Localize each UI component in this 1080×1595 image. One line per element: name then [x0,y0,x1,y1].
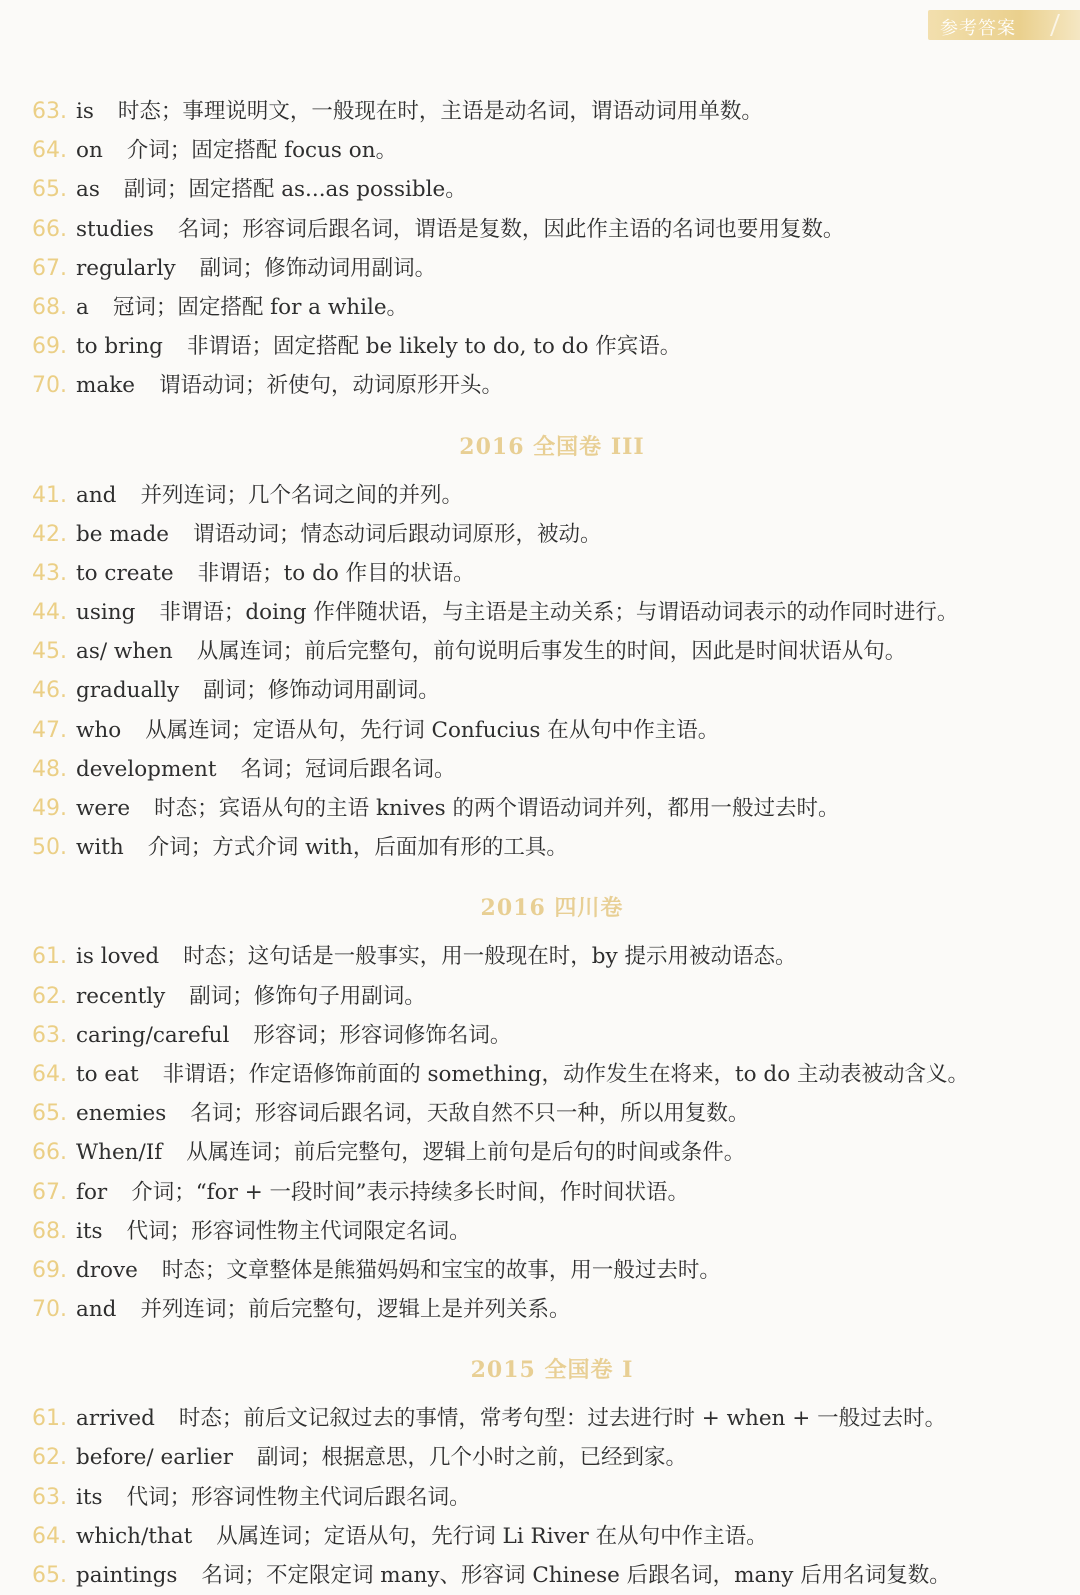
answer-text: When/If [76,1140,163,1166]
explanation-text: 从属连词；定语从句，先行词 Li River 在从句中作主语。 [216,1523,768,1549]
answer-text: on [76,138,103,164]
question-number: 62. [32,1445,67,1471]
question-number: 64. [32,1523,67,1549]
explanation-text: 副词；固定搭配 as...as possible。 [123,177,467,203]
question-number: 50. [32,835,67,861]
answer-text: make [76,373,135,399]
question-number: 45. [32,639,67,665]
answer-text: is [76,99,94,124]
question-number: 69. [32,334,67,360]
answer-row [32,977,1072,1016]
question-number: 43. [32,560,67,586]
answer-text: recently [76,983,166,1009]
answer-text: enemies [76,1101,167,1127]
answer-row [32,789,1072,828]
explanation-text: 形容词；形容词修饰名词。 [253,1022,512,1048]
answer-row [32,1438,1072,1477]
explanation-text: 从属连词；前后完整句，前句说明后事发生的时间，因此是时间状语从句。 [196,639,907,665]
explanation-text: 名词；冠词后跟名词。 [240,756,456,782]
answer-row [32,1094,1072,1133]
explanation-text: 介词；“for + 一段时间”表示持续多长时间，作时间状语。 [131,1179,690,1205]
answer-text: caring/careful [76,1022,230,1048]
question-number: 69. [32,1257,67,1283]
answer-row [32,170,1072,209]
explanation-text: 非谓语；to do 作目的状语。 [197,560,475,586]
explanation-text: 时态；宾语从句的主语 knives 的两个谓语动词并列，都用一般过去时。 [154,796,840,821]
explanation-text: 从属连词；定语从句，先行词 Confucius 在从句中作主语。 [145,717,720,743]
explanation-text: 副词；根据意思，几个小时之前，已经到家。 [257,1445,688,1471]
answer-text: with [76,835,124,861]
question-number: 61. [32,944,67,970]
explanation-text: 时态；这句话是一般事实，用一般现在时，by 提示用被动语态。 [183,944,797,970]
explanation-text: 并列连词；几个名词之间的并列。 [140,482,463,508]
question-number: 70. [32,1297,67,1323]
answer-row [32,593,1072,632]
question-number: 63. [32,1022,67,1048]
answer-row [32,1251,1072,1290]
question-number: 67. [32,1179,67,1205]
answer-key-label: 参考答案 [940,18,1016,39]
explanation-text: 副词；修饰动词用副词。 [203,678,440,704]
answer-row [32,210,1072,249]
answer-text: to eat [76,1061,139,1087]
explanation-text: 时态；事理说明文，一般现在时，主语是动名词，谓语动词用单数。 [117,99,763,124]
question-number: 44. [32,600,67,626]
answer-text: using [76,600,136,626]
answer-row [32,1517,1072,1556]
explanation-text: 名词；形容词后跟名词，谓语是复数，因此作主语的名词也要用复数。 [177,216,845,242]
answer-row [32,1290,1072,1329]
answer-row [32,1133,1072,1172]
question-number: 41. [32,482,67,508]
answer-row [32,327,1072,366]
question-number: 63. [32,99,67,124]
answer-row [32,249,1072,288]
answer-text: regularly [76,255,176,281]
answer-text: which/that [76,1523,193,1549]
section-title: 2016 全国卷 III [459,433,645,460]
explanation-text: 代词；形容词性物主代词限定名词。 [126,1218,471,1244]
explanation-text: 冠词；固定搭配 for a while。 [112,294,409,320]
answer-row [32,632,1072,671]
question-number: 65. [32,1563,67,1588]
question-number: 61. [32,1406,67,1432]
answer-text: before/ earlier [76,1445,234,1471]
explanation-text: 介词；固定搭配 focus on。 [126,138,398,164]
answer-row [32,366,1072,405]
answer-row [32,131,1072,170]
question-number: 70. [32,373,67,399]
answer-text: is loved [76,944,160,970]
question-number: 68. [32,1218,67,1244]
question-number: 66. [32,216,67,242]
explanation-text: 介词；方式介词 with，后面加有形的工具。 [147,835,568,861]
question-number: 42. [32,521,67,547]
explanation-text: 谓语动词；祈使句，动词原形开头。 [158,373,503,399]
explanation-text: 名词；形容词后跟名词，天敌自然不只一种，所以用复数。 [190,1101,750,1127]
answer-row [32,1016,1072,1055]
answer-row [32,1556,1072,1595]
question-number: 67. [32,255,67,281]
question-number: 64. [32,138,67,164]
question-number: 47. [32,717,67,743]
answer-row [32,476,1072,515]
answer-row [32,1478,1072,1517]
answer-row [32,1173,1072,1212]
explanation-text: 副词；修饰动词用副词。 [199,255,437,281]
answer-text: development [76,756,217,782]
explanation-text: 代词；形容词性物主代词后跟名词。 [126,1484,471,1510]
answer-row [32,937,1072,976]
section-title: 2015 全国卷 I [470,1357,634,1384]
question-number: 65. [32,1101,67,1127]
answer-text: a [76,294,89,320]
answer-text: its [76,1484,103,1510]
answer-text: arrived [76,1406,155,1432]
answer-row [32,828,1072,867]
question-number: 68. [32,294,67,320]
question-number: 66. [32,1140,67,1166]
answer-text: gradually [76,678,180,704]
explanation-text: 谓语动词；情态动词后跟动词原形，被动。 [193,521,602,547]
explanation-text: 从属连词；前后完整句，逻辑上前句是后句的时间或条件。 [186,1140,746,1166]
question-number: 64. [32,1061,67,1087]
answer-text: its [76,1218,103,1244]
answer-row [32,671,1072,710]
answer-row [32,711,1072,750]
explanation-text: 名词；不定限定词 many、形容词 Chinese 后跟名词，many 后用名词复数。 [201,1563,951,1588]
explanation-text: 副词；修饰句子用副词。 [189,983,426,1009]
answer-text: to bring [76,334,163,360]
answer-text: for [76,1179,108,1205]
answer-text: as/ when [76,639,173,665]
question-number: 63. [32,1484,67,1510]
section-title: 2016 四川卷 [480,895,624,922]
answer-text: and [76,1297,117,1323]
question-number: 48. [32,756,67,782]
answer-list [32,92,1072,1595]
explanation-text: 非谓语；固定搭配 be likely to do, to do 作宾语。 [186,334,682,360]
explanation-text: 并列连词；前后完整句，逻辑上是并列关系。 [140,1297,571,1323]
answer-text: paintings [76,1563,178,1588]
question-number: 49. [32,796,67,821]
answer-row [32,1212,1072,1251]
answer-row [32,750,1072,789]
answer-text: as [76,177,100,203]
explanation-text: 非谓语；作定语修饰前面的 something，动作发生在将来，to do 主动表被动含义。 [162,1061,969,1087]
answer-row [32,515,1072,554]
explanation-text: 非谓语；doing 作伴随状语，与主语是主动关系；与谓语动词表示的动作同时进行。 [159,600,959,626]
answer-row [32,1055,1072,1094]
explanation-text: 时态；前后文记叙过去的事情，常考句型：过去进行时 + when + 一般过去时。 [178,1406,947,1432]
answer-row [32,92,1072,131]
question-number: 65. [32,177,67,203]
answer-row [32,554,1072,593]
answer-text: studies [76,216,154,242]
answer-row [32,1399,1072,1438]
question-number: 46. [32,678,67,704]
answer-row [32,288,1072,327]
answer-text: were [76,796,131,821]
question-number: 62. [32,983,67,1009]
answer-text: and [76,482,117,508]
explanation-text: 时态；文章整体是熊猫妈妈和宝宝的故事，用一般过去时。 [161,1257,721,1283]
answer-text: be made [76,521,170,547]
answer-key-tab [928,10,1080,40]
answer-text: to create [76,560,174,586]
answer-text: who [76,717,122,743]
answer-text: drove [76,1257,138,1283]
